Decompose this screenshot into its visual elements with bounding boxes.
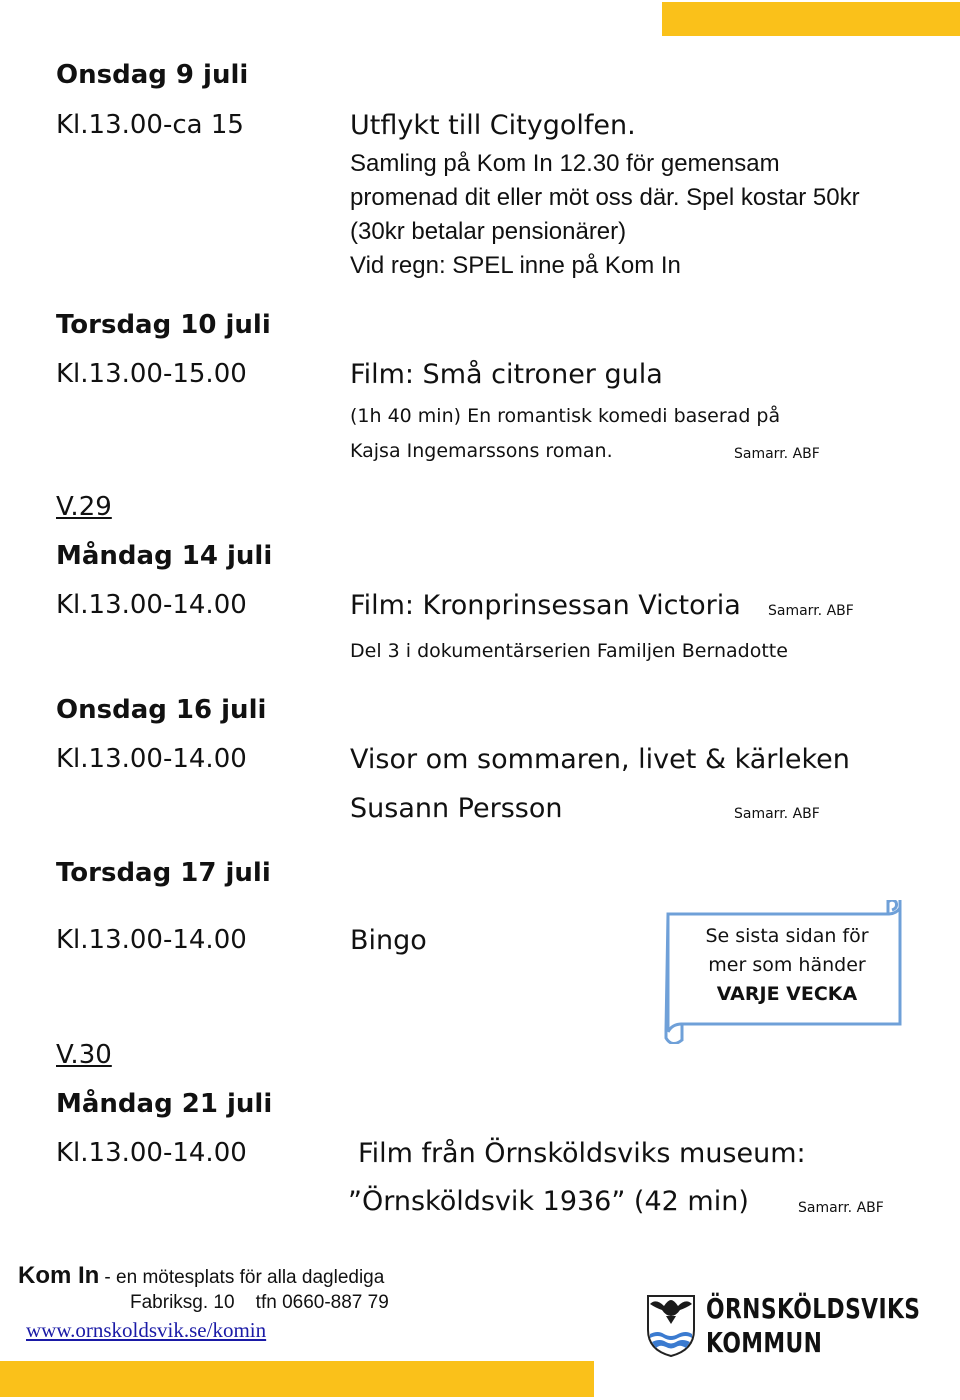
week-label: V.29	[56, 492, 112, 522]
event-title: Film: Kronprinsessan Victoria	[350, 590, 741, 621]
event-title: Bingo	[350, 925, 427, 956]
time-label: Kl.13.00-14.00	[56, 744, 247, 774]
eagle-crest-icon	[646, 1294, 696, 1358]
event-subtitle: ”Örnsköldsvik 1936” (42 min)	[348, 1186, 749, 1217]
event-title: Utflykt till Citygolfen.	[350, 110, 636, 141]
event-subtitle: Susann Persson	[350, 793, 563, 824]
day-heading: Torsdag 10 juli	[56, 310, 271, 340]
note-line: Se sista sidan för	[705, 925, 869, 947]
event-desc-line: (30kr betalar pensionärer)	[350, 218, 627, 245]
logo-line: ÖRNSKÖLDSVIKS	[706, 1292, 921, 1325]
day-heading: Måndag 14 juli	[56, 541, 273, 571]
scroll-note-text	[684, 922, 890, 1009]
top-accent-bar	[662, 2, 960, 36]
footer-address: Fabriksg. 10 tfn 0660-887 79	[130, 1292, 389, 1313]
day-heading: Torsdag 17 juli	[56, 858, 271, 888]
time-label: Kl.13.00-14.00	[56, 925, 247, 955]
note-line: mer som händer	[708, 954, 866, 976]
note-line-emphasis: VARJE VECKA	[716, 983, 858, 1005]
time-label: Kl.13.00-14.00	[56, 590, 247, 620]
time-label: Kl.13.00-ca 15	[56, 110, 244, 140]
day-heading: Onsdag 16 juli	[56, 695, 267, 725]
organizer-note: Samarr. ABF	[734, 806, 820, 822]
logo-line: KOMMUN	[706, 1326, 823, 1359]
footer-brand: Kom In	[18, 1262, 100, 1289]
organizer-note: Samarr. ABF	[768, 603, 854, 619]
organizer-note: Samarr. ABF	[798, 1200, 884, 1216]
time-label: Kl.13.00-15.00	[56, 359, 247, 389]
event-desc-line: Del 3 i dokumentärserien Familjen Bernadotte	[350, 640, 788, 662]
organizer-note: Samarr. ABF	[734, 446, 820, 462]
footer-brand-line	[18, 1262, 384, 1290]
event-title: Film från Örnsköldsviks museum:	[358, 1138, 806, 1169]
scroll-note	[660, 900, 904, 1044]
day-heading: Måndag 21 juli	[56, 1089, 273, 1119]
day-heading: Onsdag 9 juli	[56, 60, 249, 90]
event-title: Visor om sommaren, livet & kärleken	[350, 744, 850, 775]
event-desc-line: Samling på Kom In 12.30 för gemensam	[350, 150, 780, 177]
event-desc-line: Vid regn: SPEL inne på Kom In	[350, 252, 681, 279]
footer-link[interactable]: www.ornskoldsvik.se/komin	[26, 1318, 267, 1342]
week-label: V.30	[56, 1040, 112, 1070]
event-title: Film: Små citroner gula	[350, 359, 663, 390]
event-desc-line: (1h 40 min) En romantisk komedi baserad på	[350, 405, 781, 427]
bottom-accent-bar	[0, 1361, 594, 1397]
event-desc-line: Kajsa Ingemarssons roman.	[350, 440, 613, 462]
time-label: Kl.13.00-14.00	[56, 1138, 247, 1168]
municipality-logo-text	[706, 1292, 920, 1360]
footer-tagline: - en mötesplats för alla daglediga	[104, 1267, 385, 1288]
event-desc-line: promenad dit eller möt oss där. Spel kostar 50kr	[350, 184, 860, 211]
